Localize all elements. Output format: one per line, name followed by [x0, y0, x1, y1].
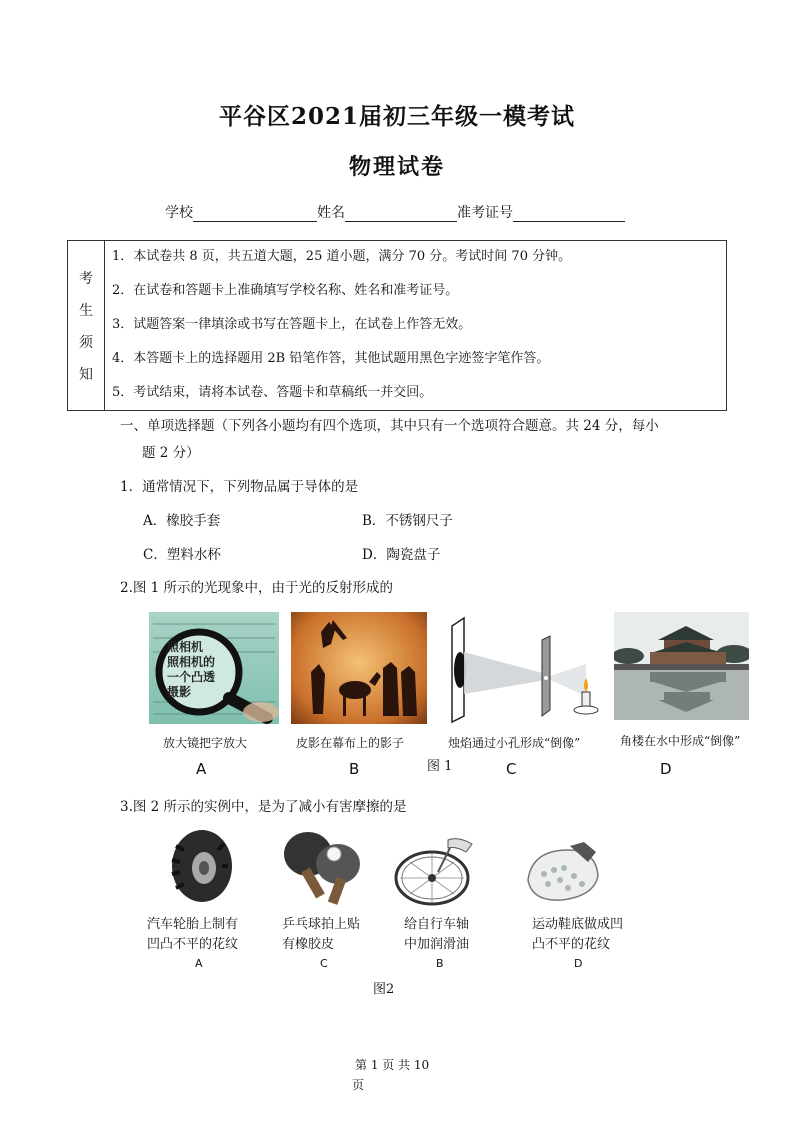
fig1-letter-a[interactable]: A [196, 760, 207, 778]
name-label: 姓名 [317, 205, 345, 221]
notice-item: 3．试题答案一律填涂或书写在答题卡上，在试卷上作答无效。 [112, 317, 472, 332]
notice-item: 2．在试卷和答题卡上准确填写学校名称、姓名和准考证号。 [112, 283, 459, 298]
notice-items [112, 247, 571, 417]
fig2-caption-b-line: 中加润滑油 [404, 937, 470, 952]
fig2-letter-a[interactable]: A [195, 957, 203, 970]
magnifier-text: 一个凸透 [167, 670, 216, 684]
student-info-line [165, 202, 625, 222]
fig2-caption-c-line: 乒乓球拍上贴 [282, 917, 361, 932]
q1-option-d[interactable]: D．陶瓷盘子 [362, 547, 441, 563]
question-1-stem: 1．通常情况下，下列物品属于导体的是 [120, 479, 359, 495]
fig2-caption-d [532, 915, 623, 955]
question-3-stem: 3.图 2 所示的实例中，是为了减小有害摩擦的是 [120, 799, 407, 815]
fig2-caption-d-line: 运动鞋底做成凹 [532, 917, 624, 932]
figure-2-label: 图2 [373, 982, 395, 997]
magnifier-text: 照相机的 [167, 655, 216, 669]
fig2-caption-a-line: 凹凸不平的花纹 [147, 937, 239, 952]
fig2-letter-c[interactable]: C [320, 957, 328, 970]
page-title: 平谷区2021届初三年级一模考试 [218, 103, 575, 130]
notice-side-char: 考 [79, 270, 93, 287]
fig2-letter-d[interactable]: D [574, 957, 583, 970]
fig2-letter-b[interactable]: B [436, 957, 444, 970]
q1-option-b[interactable]: B．不锈钢尺子 [362, 513, 453, 529]
page-subtitle: 物理试卷 [348, 154, 445, 180]
fig1-caption-c: 烛焰通过小孔形成“倒像” [448, 736, 581, 750]
fig1-letter-b[interactable]: B [349, 760, 360, 778]
paddle-image [282, 828, 366, 906]
page-number-cont: 页 [352, 1078, 365, 1092]
fig1-letter-c[interactable]: C [506, 760, 517, 778]
question-2-stem: 2.图 1 所示的光现象中，由于光的反射形成的 [120, 580, 394, 596]
fig2-caption-b [404, 915, 469, 955]
watchtower-image [614, 612, 749, 720]
notice-side-label [68, 241, 105, 410]
section-heading-cont: 题 2 分） [142, 445, 200, 461]
shadow-play-image [291, 612, 427, 724]
magnifier-image [149, 612, 279, 724]
fig2-caption-d-line: 凸不平的花纹 [532, 937, 611, 952]
page-number: 第 1 页 共 10 [355, 1058, 430, 1072]
notice-item: 4．本答题卡上的选择题用 2B 铅笔作答，其他试题用黑色字迹签字笔作答。 [112, 351, 550, 366]
fig2-caption-b-line: 给自行车轴 [404, 917, 470, 932]
fig1-caption-b: 皮影在幕布上的影子 [296, 736, 405, 750]
tire-image [166, 826, 236, 906]
q1-option-c[interactable]: C．塑料水杯 [143, 547, 221, 563]
section-heading: 一、单项选择题（下列各小题均有四个选项，其中只有一个选项符合题意。共 24 分，每小 [120, 418, 659, 434]
notice-item: 1．本试卷共 8 页，共五道大题，25 道小题，满分 70 分。考试时间 70 分钟。 [112, 249, 572, 264]
name-blank[interactable] [345, 205, 457, 222]
notice-box [67, 240, 727, 411]
magnifier-text: 照相机 [167, 640, 204, 654]
figure-1-label: 图 1 [427, 759, 453, 774]
pinhole-image [446, 612, 606, 724]
magnifier-text: 摄影 [167, 685, 192, 699]
q1-option-a[interactable]: A．橡胶手套 [143, 513, 221, 529]
fig2-caption-a-line: 汽车轮胎上制有 [147, 917, 239, 932]
fig2-caption-c-line: 有橡胶皮 [282, 937, 335, 952]
school-label: 学校 [165, 205, 193, 221]
fig2-caption-a [147, 915, 238, 955]
exam-id-label: 准考证号 [457, 205, 513, 221]
exam-id-blank[interactable] [513, 205, 625, 222]
notice-item: 5．考试结束，请将本试卷、答题卡和草稿纸一并交回。 [112, 385, 433, 400]
fig2-caption-c [282, 915, 360, 955]
fig1-letter-d[interactable]: D [660, 760, 672, 778]
sneaker-image [522, 840, 602, 906]
school-blank[interactable] [193, 205, 317, 222]
notice-side-char: 知 [79, 366, 93, 383]
bicycle-wheel-image [392, 832, 484, 908]
fig1-caption-a: 放大镜把字放大 [163, 736, 248, 750]
notice-side-char: 须 [79, 334, 93, 351]
fig1-caption-d: 角楼在水中形成“倒像” [620, 734, 741, 748]
notice-side-char: 生 [79, 302, 93, 319]
